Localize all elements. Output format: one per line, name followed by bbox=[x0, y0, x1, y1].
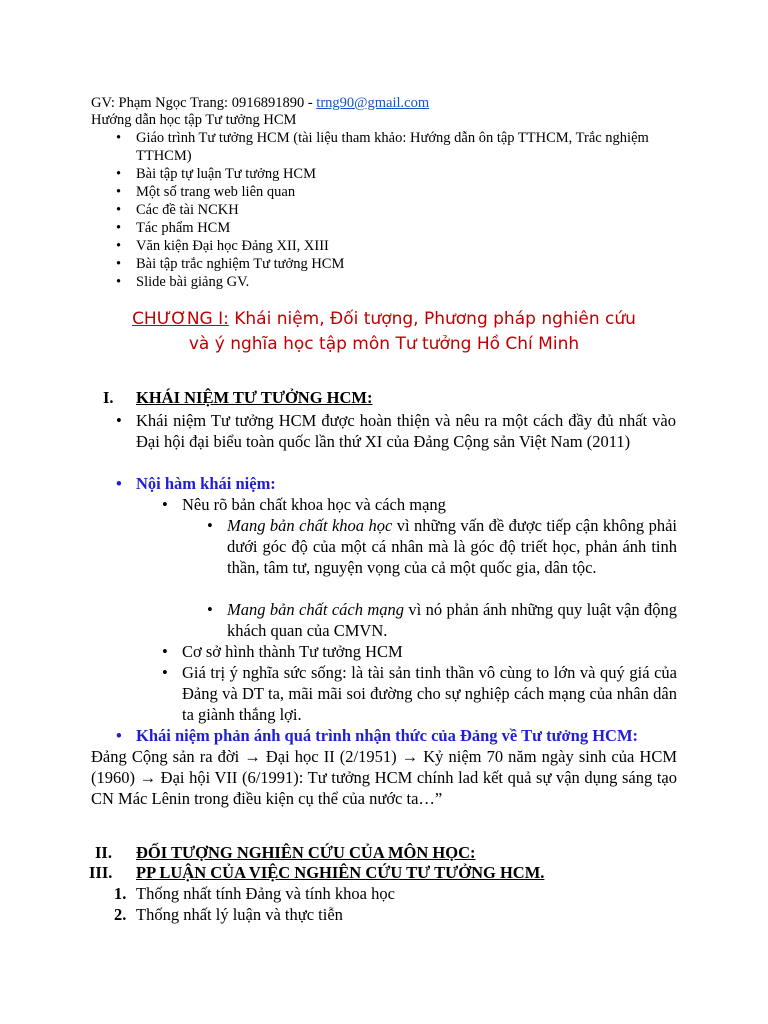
value-paragraph: Giá trị ý nghĩa sức sống: là tài sản tinh thần vô cùng to lớn và quý giá của Đảng và DT ta, mãi mãi soi đường cho sự nghiệp cách mạng của nhân dân ta giành thắng lợi. bbox=[182, 663, 677, 724]
revolution-text: vì nó phản ánh những quy luật vận động khách quan của CMVN. bbox=[227, 600, 677, 640]
resource-item: Giáo trình Tư tưởng HCM (tài liệu tham khảo: Hướng dẫn ôn tập TTHCM, Trắc nghiệm bbox=[136, 130, 649, 146]
bullet-marker bbox=[116, 183, 121, 201]
list-number: 1. bbox=[114, 884, 127, 903]
science-text: vì những vấn đề được tiếp cận không phải dưới góc độ của một cá nhân mà là góc độ triết học, phản ánh tinh thần, tâm tư, nguyện vọng của cả một quốc gia, dân tộc. bbox=[227, 516, 677, 577]
section-heading: KHÁI NIỆM TƯ TƯỞNG HCM: bbox=[136, 388, 373, 407]
guide-title: Hướng dẫn học tập Tư tưởng HCM bbox=[91, 112, 297, 128]
chapter-title-line2: và ý nghĩa học tập môn Tư tưởng Hồ Chí Minh bbox=[188, 334, 580, 354]
bullet-marker bbox=[116, 219, 121, 237]
bullet-marker bbox=[162, 641, 168, 662]
bullet-marker bbox=[116, 725, 122, 746]
teacher-line bbox=[91, 94, 429, 112]
bullet-marker bbox=[207, 515, 213, 536]
bullet-marker bbox=[116, 473, 122, 494]
list-item: Thống nhất tính Đảng và tính khoa học bbox=[136, 884, 395, 903]
science-paragraph bbox=[227, 515, 677, 578]
resource-item: Văn kiện Đại học Đảng XII, XIII bbox=[136, 238, 329, 254]
list-number: 2. bbox=[114, 905, 127, 924]
teacher-info: GV: Phạm Ngọc Trang: 0916891890 - bbox=[91, 95, 317, 111]
section-heading: ĐỐI TƯỢNG NGHIÊN CỨU CỦA MÔN HỌC: bbox=[136, 843, 476, 862]
bullet-marker bbox=[116, 165, 121, 183]
chapter-title-line1 bbox=[0, 307, 768, 332]
bullet-marker bbox=[162, 662, 168, 683]
list-item: Thống nhất lý luận và thực tiễn bbox=[136, 905, 343, 924]
bullet-marker bbox=[116, 273, 121, 291]
resource-item: Tác phẩm HCM bbox=[136, 220, 231, 236]
concept-paragraph: Khái niệm Tư tưởng HCM được hoàn thiện và nêu ra một cách đầy đủ nhất vào Đại hội đại biểu toàn quốc lần thứ XI của Đảng Cộng sản Việt Nam (2011) bbox=[136, 411, 676, 451]
resource-item: Bài tập trắc nghiệm Tư tưởng HCM bbox=[136, 256, 345, 272]
resource-item: Các đề tài NCKH bbox=[136, 202, 239, 218]
bullet-marker bbox=[116, 255, 121, 273]
resource-item-cont: TTHCM) bbox=[136, 148, 192, 164]
chapter-label: CHƯƠNG I: bbox=[132, 309, 229, 329]
chapter-title-part1: Khái niệm, Đối tượng, Phương pháp nghiên cứu bbox=[228, 309, 636, 329]
bullet-marker bbox=[207, 599, 213, 620]
science-italic: Mang bản chất khoa học bbox=[227, 516, 393, 535]
resource-item: Slide bài giảng GV. bbox=[136, 274, 250, 290]
timeline-paragraph: Đảng Cộng sản ra đời → Đại học II (2/1951) → Kỷ niệm 70 năm ngày sinh của HCM (1960) → Đại hội VII (6/1991): Tư tưởng HCM chính lad kết quả sự vận dụng sáng tạo CN Mác Lênin trong điều kiện cụ thể của nước ta…” bbox=[91, 747, 677, 808]
revolution-italic: Mang bản chất cách mạng bbox=[227, 600, 405, 619]
resource-item: Một số trang web liên quan bbox=[136, 184, 296, 200]
resource-item: Bài tập tự luận Tư tưởng HCM bbox=[136, 166, 316, 182]
basis-label: Cơ sở hình thành Tư tưởng HCM bbox=[182, 642, 403, 661]
bullet-marker bbox=[162, 494, 168, 515]
section-number: II. bbox=[95, 843, 112, 862]
section-number: I. bbox=[103, 388, 114, 407]
reflect-label: Khái niệm phản ánh quá trình nhận thức của Đảng về Tư tưởng HCM: bbox=[136, 726, 639, 745]
revolution-paragraph bbox=[227, 599, 677, 641]
bullet-marker bbox=[116, 129, 121, 147]
nature-label: Nêu rõ bản chất khoa học và cách mạng bbox=[182, 495, 446, 514]
bullet-marker bbox=[116, 237, 121, 255]
section-heading: PP LUẬN CỦA VIỆC NGHIÊN CỨU TƯ TƯỞNG HCM. bbox=[136, 863, 545, 882]
email-link[interactable]: trng90@gmail.com bbox=[316, 95, 430, 111]
bullet-marker bbox=[116, 201, 121, 219]
noi-ham-label: Nội hàm khái niệm: bbox=[136, 474, 276, 493]
section-number: III. bbox=[89, 863, 113, 882]
bullet-marker bbox=[116, 410, 122, 431]
